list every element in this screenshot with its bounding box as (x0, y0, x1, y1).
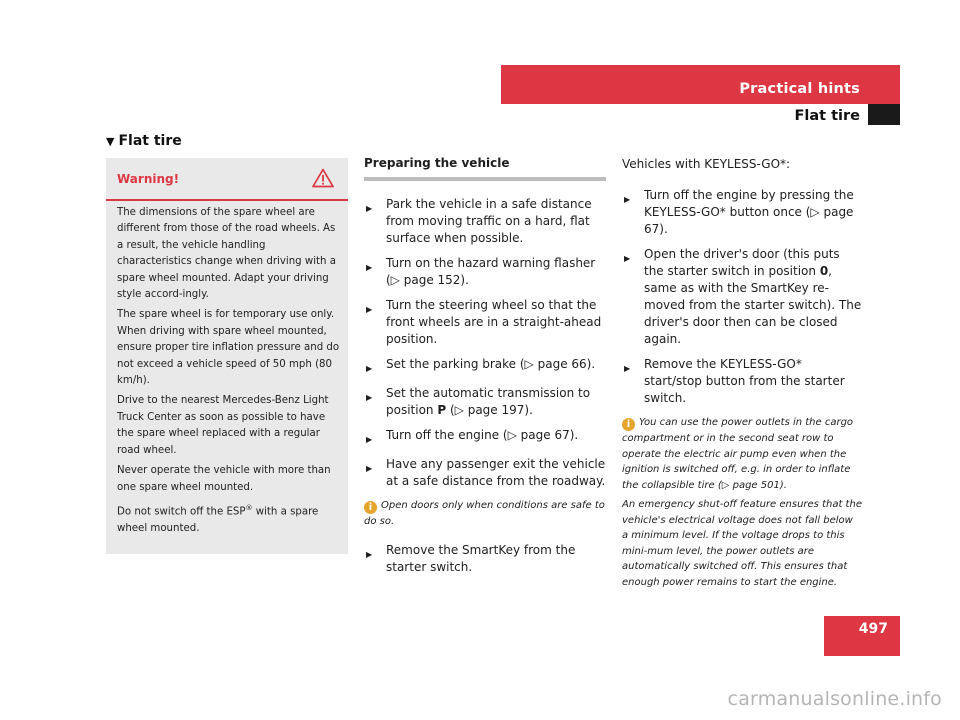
section-title: Flat tire (794, 108, 860, 124)
step-text: Park the vehicle in a safe distance from moving traffic on a hard, flat surface when possible. (386, 197, 592, 245)
door-text-after: , same as with the SmartKey re-moved from the starter switch). The driver's door then can be closed again. (644, 264, 862, 346)
note-paragraph (622, 415, 862, 493)
step-text: Have any passenger exit the vehicle at a safe distance from the roadway. (386, 457, 606, 488)
list-item (364, 456, 606, 490)
page-number-box (824, 616, 900, 656)
heading-triangle-icon: ▼ (106, 135, 115, 148)
arrow-bullet-icon: ▶ (366, 204, 373, 213)
door-position-value: 0 (819, 264, 829, 278)
list-item (364, 255, 606, 289)
esp-registered-mark: ® (245, 503, 253, 512)
step-text: Set the parking brake (▷ page 66). (386, 357, 596, 371)
chapter-title: Practical hints (739, 81, 860, 97)
arrow-bullet-icon: ▶ (366, 393, 373, 402)
step-text: Turn the steering wheel so that the front wheels are in a straight-ahead position. (386, 298, 602, 346)
door-text-before: Open the driver's door (this puts the starter switch in position (644, 247, 840, 278)
step-text-door (644, 246, 862, 348)
note-text: Open doors only when conditions are safe to do so. (364, 500, 605, 527)
arrow-bullet-icon: ▶ (366, 435, 373, 444)
warning-paragraph: The spare wheel is for temporary use only. When driving with spare wheel mounted, ensure proper tire inflation pressure and do not exceed a vehicle speed of 50 mph (80 km/h). (117, 309, 340, 387)
transmission-position-value: P (437, 403, 447, 417)
info-icon: i (622, 418, 635, 431)
warning-paragraph: Never operate the vehicle with more than one spare wheel mounted. (117, 465, 331, 493)
keyless-intro: Vehicles with KEYLESS-GO*: (622, 157, 791, 171)
page-number: 497 (858, 621, 888, 637)
list-item (364, 356, 606, 377)
list-item (622, 356, 862, 407)
warning-triangle-icon (312, 168, 334, 188)
step-text: Turn off the engine (▷ page 67). (386, 428, 579, 442)
list-item (364, 542, 606, 576)
warning-paragraph: Drive to the nearest Mercedes-Benz Light Truck Center as soon as possible to have the spare wheel replaced with a regular road wheel. (117, 395, 329, 456)
header-marker (868, 104, 900, 125)
arrow-bullet-icon: ▶ (366, 305, 373, 314)
warning-paragraph: The dimensions of the spare wheel are different from those of the road wheels. As a result, the vehicle handling characteristics change when driving with a spare wheel mounted. Adapt your driving style accord-ingly. (117, 207, 336, 301)
list-item (364, 297, 606, 348)
warning-title: Warning! (117, 172, 180, 186)
list-item (622, 187, 862, 238)
transmission-position-prefix: position (386, 403, 438, 417)
warning-divider (106, 199, 348, 201)
warning-body (117, 205, 343, 541)
main-heading (106, 133, 182, 149)
list-item (364, 427, 606, 448)
note-text: You can use the power outlets in the cargo compartment or in the second seat row to operate the electric air pump even when the ignition is switched off, e.g. in order to inflate the collapsible tire (▷ page 501). (622, 417, 854, 491)
arrow-bullet-icon: ▶ (366, 263, 373, 272)
list-item (364, 196, 606, 247)
step-text: Turn off the engine by pressing the KEYLESS-GO* button once (▷ page 67). (644, 188, 854, 236)
main-heading-text: Flat tire (118, 133, 182, 149)
warning-box (106, 158, 348, 554)
keyless-column (622, 156, 862, 602)
step-text: Turn on the hazard warning flasher (▷ page 152). (386, 256, 596, 287)
transmission-position-suffix: (▷ page 197). (446, 403, 533, 417)
arrow-bullet-icon: ▶ (366, 464, 373, 473)
arrow-bullet-icon: ▶ (366, 549, 373, 559)
esp-text-after: with a spare wheel mounted. (117, 506, 319, 534)
arrow-bullet-icon: ▶ (366, 364, 373, 373)
warning-paragraph-esp (117, 500, 343, 537)
preparing-column (364, 156, 606, 584)
list-item (364, 385, 606, 419)
note-paragraph: An emergency shut-off feature ensures that the vehicle's electrical voltage does not fall below a minimum level. If the voltage drops to this mini-mum level, the power outlets are automatically switched off. This ensures that enough power remains to start the engine. (622, 499, 862, 588)
preparing-title: Preparing the vehicle (364, 156, 606, 181)
arrow-bullet-icon: ▶ (624, 195, 631, 204)
arrow-bullet-icon: ▶ (624, 364, 631, 373)
watermark: carmanualsonline.info (727, 688, 942, 710)
info-note (622, 415, 862, 590)
step-text: Remove the KEYLESS-GO* start/stop button from the starter switch. (644, 357, 845, 405)
info-note (364, 498, 606, 530)
arrow-bullet-icon: ▶ (624, 254, 631, 263)
list-item (622, 246, 862, 348)
info-icon: i (364, 501, 377, 514)
esp-text-before: Do not switch off the ESP (117, 506, 246, 518)
step-text: Remove the SmartKey from the starter switch. (386, 542, 576, 574)
transmission-line1: Set the automatic transmission to (386, 386, 591, 400)
step-text-transmission (386, 385, 606, 419)
warning-header (106, 158, 348, 200)
